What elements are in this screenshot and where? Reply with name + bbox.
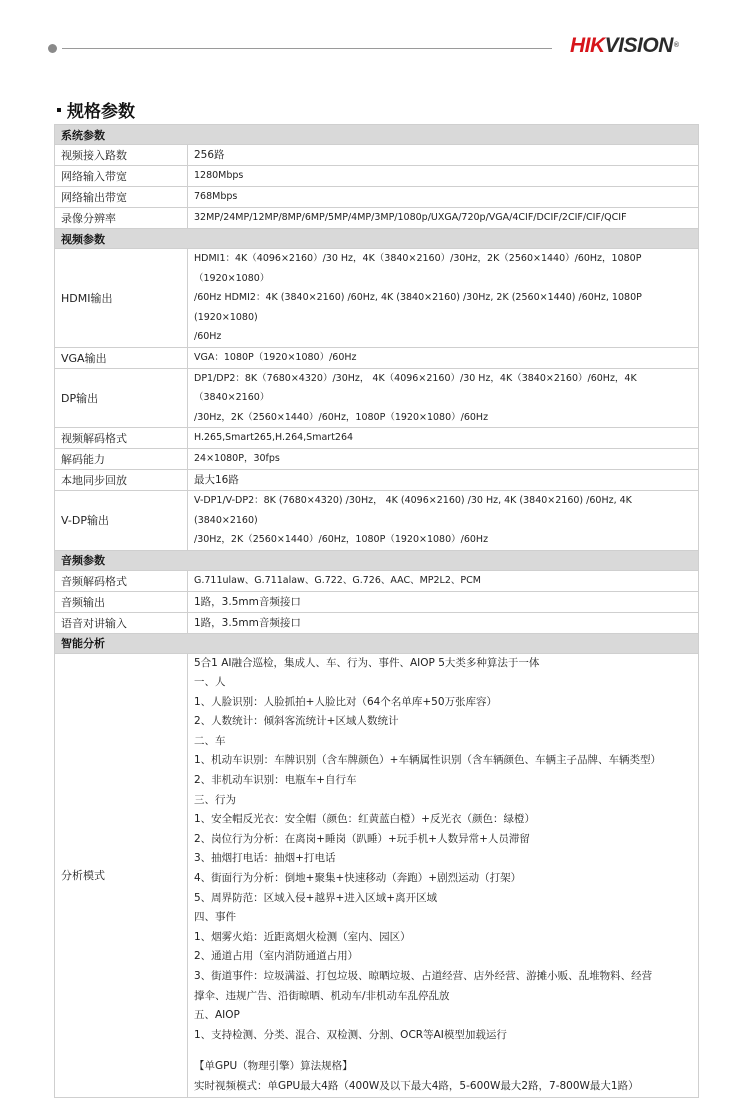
- spec-row: [55, 208, 699, 229]
- spec-row: [55, 653, 699, 1097]
- spec-value-line: /60Hz: [194, 331, 222, 342]
- spec-row: [55, 428, 699, 449]
- spec-value: 768Mbps: [188, 187, 699, 208]
- gpu-spec-title: 【单GPU（物理引擎）算法规格】: [194, 1060, 353, 1073]
- spec-row: [55, 249, 699, 348]
- group-row-video: [55, 229, 699, 249]
- spec-value: H.265,Smart265,H.264,Smart264: [188, 428, 699, 449]
- analysis-line: 三、行为: [194, 793, 236, 806]
- spec-row: [55, 347, 699, 368]
- spec-value: G.711ulaw、G.711alaw、G.722、G.726、AAC、MP2L2、PCM: [188, 570, 699, 591]
- spec-row: [55, 187, 699, 208]
- spec-row: [55, 612, 699, 633]
- spec-label: 网络输出带宽: [55, 187, 188, 208]
- spec-value-line: HDMI1：4K（4096×2160）/30 Hz，4K（3840×2160）/30Hz，2K（2560×1440）/60Hz，1080P（1920×1080）: [194, 253, 642, 284]
- header-dot: [48, 44, 57, 53]
- spec-value: VGA：1080P（1920×1080）/60Hz: [188, 347, 699, 368]
- section-bullet: [57, 108, 61, 112]
- spec-label: VGA输出: [55, 347, 188, 368]
- analysis-line: 1、机动车识别：车牌识别（含车牌颜色）+车辆属性识别（含车辆颜色、车辆主子品牌、车辆类型）: [194, 754, 661, 767]
- spec-label: HDMI输出: [55, 249, 188, 348]
- spec-label: 解码能力: [55, 449, 188, 470]
- spec-value: [188, 491, 699, 551]
- analysis-line: 1、安全帽反光衣：安全帽（颜色：红黄蓝白橙）+反光衣（颜色：绿橙）: [194, 813, 535, 826]
- spec-label: 语音对讲输入: [55, 612, 188, 633]
- page-header: [0, 0, 750, 80]
- spec-row: [55, 368, 699, 428]
- analysis-line: 撑伞、违规广告、沿街晾晒、机动车/非机动车乱停乱放: [194, 989, 450, 1002]
- spec-label: 音频解码格式: [55, 570, 188, 591]
- analysis-line: 2、非机动车识别：电瓶车+自行车: [194, 774, 357, 787]
- spec-value-line: /60Hz HDMI2：4K (3840×2160) /60Hz, 4K (3840×2160) /30Hz, 2K (2560×1440) /60Hz, 1080P (1920×1080): [194, 292, 642, 323]
- analysis-description: [188, 653, 699, 1097]
- spec-value: 最大16路: [188, 470, 699, 491]
- spec-row: [55, 145, 699, 166]
- spec-value-line: DP1/DP2：8K（7680×4320）/30Hz， 4K（4096×2160）/30 Hz，4K（3840×2160）/60Hz，4K（3840×2160）: [194, 372, 637, 403]
- analysis-line: 1、烟雾火焰：近距离烟火检测（室内、园区）: [194, 930, 411, 943]
- gpu-spec-line: 实时视频模式：单GPU最大4路（400W及以下最大4路，5-600W最大2路，7-800W最大1路）: [194, 1079, 639, 1092]
- section-title-text: 规格参数: [67, 102, 135, 122]
- header-rule: [62, 48, 552, 49]
- spec-label: 视频解码格式: [55, 428, 188, 449]
- analysis-line: 一、人: [194, 676, 226, 689]
- paragraph-gap: [194, 1045, 692, 1057]
- spec-label: 音频输出: [55, 591, 188, 612]
- spec-value-line: /30Hz，2K（2560×1440）/60Hz，1080P（1920×1080）/60Hz: [194, 411, 489, 423]
- group-title: 智能分析: [55, 633, 699, 653]
- group-title: 视频参数: [55, 229, 699, 249]
- logo-part-hik: HIK: [570, 34, 605, 57]
- spec-value: 256路: [188, 145, 699, 166]
- spec-value: 1280Mbps: [188, 166, 699, 187]
- section-title: [57, 101, 135, 123]
- spec-label: 网络输入带宽: [55, 166, 188, 187]
- analysis-line: 4、街面行为分析：倒地+聚集+快速移动（奔跑）+剧烈运动（打架）: [194, 872, 522, 885]
- group-title: 系统参数: [55, 125, 699, 145]
- brand-logo: [570, 34, 679, 58]
- analysis-line: 1、支持检测、分类、混合、双检测、分割、OCR等AI模型加载运行: [194, 1028, 507, 1041]
- spec-row: [55, 166, 699, 187]
- spec-row: [55, 449, 699, 470]
- spec-label: 本地同步回放: [55, 470, 188, 491]
- analysis-line: 3、抽烟打电话：抽烟+打电话: [194, 852, 336, 865]
- spec-value: 1路，3.5mm音频接口: [188, 612, 699, 633]
- spec-value-line: V-DP1/V-DP2：8K (7680×4320) /30Hz， 4K (4096×2160) /30 Hz, 4K (3840×2160) /60Hz, 4K (3840×2160): [194, 495, 632, 526]
- logo-registered-mark: ®: [673, 42, 679, 49]
- spec-label: 分析模式: [55, 653, 188, 1097]
- group-row-smart: [55, 633, 699, 653]
- spec-row: [55, 591, 699, 612]
- group-title: 音频参数: [55, 550, 699, 570]
- spec-label: V-DP输出: [55, 491, 188, 551]
- analysis-line: 5合1 AI融合巡检，集成人、车、行为、事件、AIOP 5大类多种算法于一体: [194, 656, 540, 669]
- spec-row: [55, 491, 699, 551]
- logo-part-vision: VISION: [604, 34, 673, 57]
- analysis-line: 五、AIOP: [194, 1009, 240, 1022]
- analysis-line: 二、车: [194, 734, 226, 747]
- analysis-line: 2、岗位行为分析：在离岗+睡岗（趴睡）+玩手机+人数异常+人员滞留: [194, 832, 530, 845]
- analysis-line: 5、周界防范：区域入侵+越界+进入区域+离开区域: [194, 891, 438, 904]
- spec-value-line: /30Hz，2K（2560×1440）/60Hz，1080P（1920×1080）/60Hz: [194, 534, 489, 545]
- analysis-line: 3、街道事件：垃圾满溢、打包垃圾、晾晒垃圾、占道经营、店外经营、游摊小贩、乱堆物料、经营: [194, 970, 653, 982]
- group-row-system: [55, 125, 699, 145]
- spec-value: [188, 368, 699, 428]
- analysis-line: 2、人数统计：倾斜客流统计+区域人数统计: [194, 715, 399, 728]
- analysis-line: 2、通道占用（室内消防通道占用）: [194, 950, 359, 963]
- spec-value: 32MP/24MP/12MP/8MP/6MP/5MP/4MP/3MP/1080p/UXGA/720p/VGA/4CIF/DCIF/2CIF/CIF/QCIF: [188, 208, 699, 229]
- spec-label: 录像分辨率: [55, 208, 188, 229]
- spec-row: [55, 470, 699, 491]
- spec-value: 24×1080P，30fps: [188, 449, 699, 470]
- analysis-line: 四、事件: [194, 911, 236, 924]
- group-row-audio: [55, 550, 699, 570]
- analysis-line: 1、人脸识别：人脸抓拍+人脸比对（64个名单库+50万张库容）: [194, 695, 497, 708]
- spec-label: 视频接入路数: [55, 145, 188, 166]
- spec-row: [55, 570, 699, 591]
- spec-label: DP输出: [55, 368, 188, 428]
- spec-value: 1路，3.5mm音频接口: [188, 591, 699, 612]
- spec-table: [54, 124, 699, 1098]
- spec-value: [188, 249, 699, 348]
